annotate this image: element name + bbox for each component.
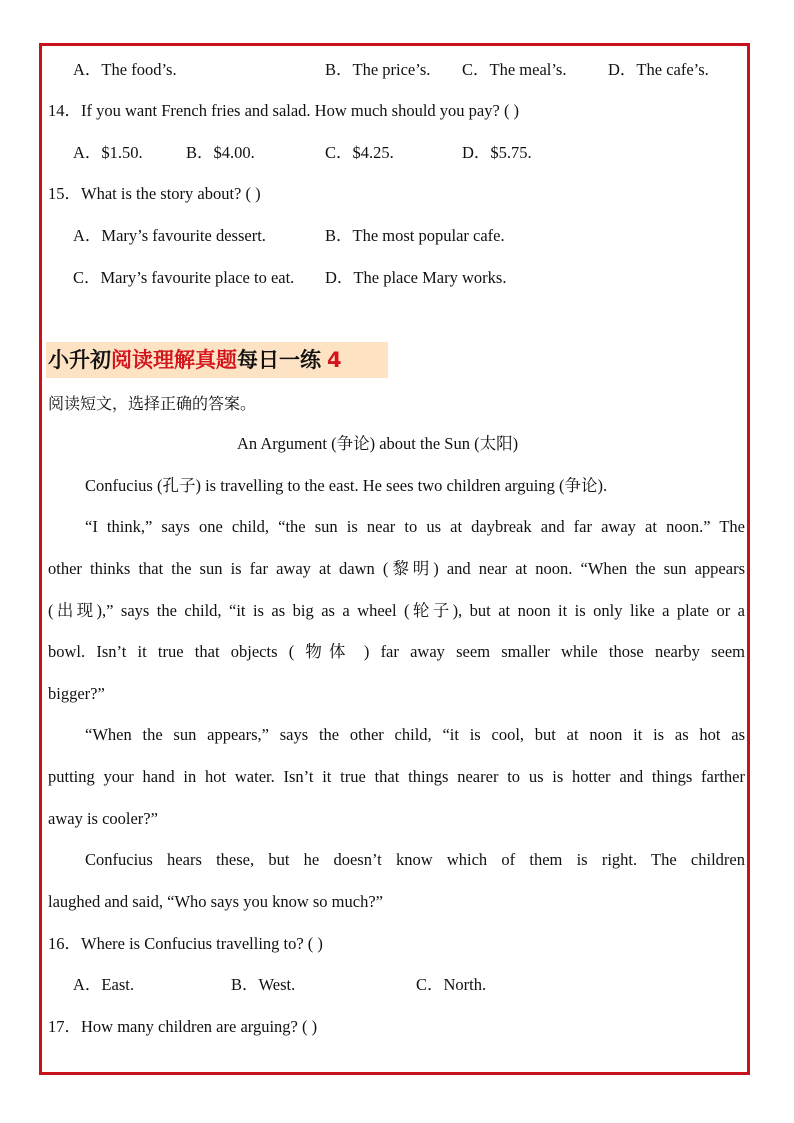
- passage-line-9: away is cooler?”: [48, 809, 158, 828]
- passage-line-2: “I think,” says one child, “the sun is near to us at daybreak and far away at noon.” The: [85, 517, 745, 536]
- q15-question: 15．What is the story about? ( ): [48, 184, 261, 203]
- q14-option-d[interactable]: D．$5.75.: [462, 143, 532, 162]
- q16-option-a[interactable]: A．East.: [73, 975, 134, 994]
- q15-option-c[interactable]: C．Mary’s favourite place to eat.: [73, 268, 295, 287]
- passage-line-11: laughed and said, “Who says you know so much?”: [48, 892, 383, 911]
- passage-line-6: bigger?”: [48, 684, 105, 703]
- heading-part-1: 小升初: [48, 348, 111, 372]
- passage-line-5: bowl. Isn’t it true that objects ( 物体 ) far away seem smaller while those nearby seem: [48, 642, 745, 661]
- q14-question: 14．If you want French fries and salad. How much should you pay? ( ): [48, 101, 520, 120]
- heading-part-3: 每日一练: [237, 348, 321, 372]
- passage-line-1: Confucius (孔子) is travelling to the east. He sees two children arguing (争论).: [85, 476, 608, 495]
- q16-option-b[interactable]: B．West.: [231, 975, 296, 994]
- heading-number: 4: [327, 348, 342, 372]
- passage-line-8: putting your hand in hot water. Isn’t it true that things nearer to us is hotter and things farther: [48, 767, 745, 786]
- q16-question: 16．Where is Confucius travelling to? ( ): [48, 934, 323, 953]
- passage-line-4: (出现),” says the child, “it is as big as a wheel (轮子), but at noon it is only like a plate or a: [48, 601, 745, 620]
- q14-option-b[interactable]: B．$4.00.: [186, 143, 255, 162]
- q13-option-b[interactable]: B．The price’s.: [325, 60, 431, 79]
- q13-option-d[interactable]: D．The cafe’s.: [608, 60, 709, 79]
- passage-line-10: Confucius hears these, but he doesn’t know which of them is right. The children: [85, 850, 745, 869]
- passage-line-3: other thinks that the sun is far away at dawn (黎明) and near at noon. “When the sun appears: [48, 559, 745, 578]
- instruction: 阅读短文，选择正确的答案。: [48, 394, 257, 413]
- q16-option-c[interactable]: C．North.: [416, 975, 487, 994]
- q15-option-b[interactable]: B．The most popular cafe.: [325, 226, 505, 245]
- q14-option-c[interactable]: C．$4.25.: [325, 143, 394, 162]
- heading-part-2: 阅读理解真题: [111, 348, 237, 372]
- q13-option-c[interactable]: C．The meal’s.: [462, 60, 567, 79]
- passage-title: An Argument (争论) about the Sun (太阳): [237, 434, 519, 453]
- section-heading: [48, 347, 342, 373]
- q15-option-d[interactable]: D．The place Mary works.: [325, 268, 507, 287]
- q17-question: 17．How many children are arguing? ( ): [48, 1017, 318, 1036]
- q15-option-a[interactable]: A．Mary’s favourite dessert.: [73, 226, 266, 245]
- passage-line-7: “When the sun appears,” says the other child, “it is cool, but at noon it is as hot as: [85, 725, 745, 744]
- q14-option-a[interactable]: A．$1.50.: [73, 143, 143, 162]
- q13-option-a[interactable]: A．The food’s.: [73, 60, 177, 79]
